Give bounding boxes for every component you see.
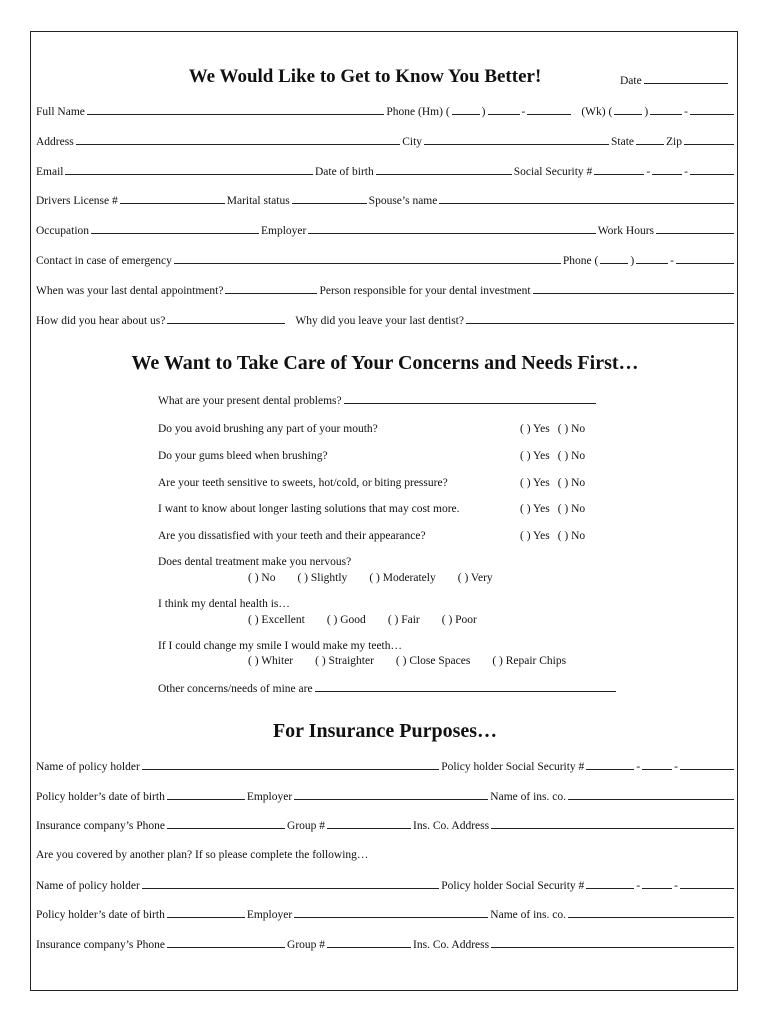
row-ins-phone[interactable]: Insurance company’s Phone Group # Ins. Co. Address [36,815,736,835]
concerns-title: We Want to Take Care of Your Concerns and Needs First… [131,352,639,374]
row-present-problems[interactable]: What are your present dental problems? [158,390,598,410]
date-field[interactable] [620,70,730,90]
smile-options[interactable]: ( ) Whiter ( ) Straighter ( ) Close Spaces ( ) Repair Chips [248,655,567,667]
date-label: Date [620,75,642,87]
other-plan-note: Are you covered by another plan? If so please complete the following… [36,849,369,861]
yes-no-1[interactable]: ( ) Yes ( ) No [520,423,586,435]
yes-no-2[interactable]: ( ) Yes ( ) No [520,450,586,462]
row-last-visit[interactable]: When was your last dental appointment? Person responsible for your dental investment [36,280,736,300]
question-2: Do your gums bleed when brushing? [158,450,328,462]
form-title: We Would Like to Get to Know You Better! [188,66,542,87]
question-1: Do you avoid brushing any part of your mouth? [158,423,378,435]
yes-no-3[interactable]: ( ) Yes ( ) No [520,477,586,489]
question-4: I want to know about longer lasting solutions that may cost more. [158,503,460,515]
row-full-name[interactable]: Full Name Phone (Hm) ( ) - (Wk) ( ) - [36,101,736,121]
yes-no-5[interactable]: ( ) Yes ( ) No [520,530,586,542]
row-heard[interactable]: How did you hear about us? Why did you leave your last dentist? [36,310,736,330]
row-emergency[interactable]: Contact in case of emergency Phone ( ) - [36,250,736,270]
smile-question: If I could change my smile I would make my teeth… [158,640,402,652]
row-occupation[interactable]: Occupation Employer Work Hours [36,220,736,240]
health-question: I think my dental health is… [158,598,290,610]
question-3: Are your teeth sensitive to sweets, hot/cold, or biting pressure? [158,477,448,489]
row-policy-holder-2[interactable]: Name of policy holder Policy holder Social Security # - - [36,875,736,895]
row-other-concerns[interactable]: Other concerns/needs of mine are [158,678,618,698]
nervous-options[interactable]: ( ) No ( ) Slightly ( ) Moderately ( ) Very [248,572,493,584]
row-holder-dob-2[interactable]: Policy holder’s date of birth Employer Name of ins. co. [36,904,736,924]
row-holder-dob[interactable]: Policy holder’s date of birth Employer Name of ins. co. [36,786,736,806]
question-5: Are you dissatisfied with your teeth and their appearance? [158,530,426,542]
nervous-question: Does dental treatment make you nervous? [158,556,352,568]
insurance-title: For Insurance Purposes… [272,720,498,742]
row-email[interactable]: Email Date of birth Social Security # - - [36,161,736,181]
row-license[interactable]: Drivers License # Marital status Spouse’s name [36,190,736,210]
row-address[interactable]: Address City State Zip [36,131,736,151]
yes-no-4[interactable]: ( ) Yes ( ) No [520,503,586,515]
row-ins-phone-2[interactable]: Insurance company’s Phone Group # Ins. Co. Address [36,934,736,954]
health-options[interactable]: ( ) Excellent ( ) Good ( ) Fair ( ) Poor [248,614,477,626]
row-policy-holder[interactable]: Name of policy holder Policy holder Social Security # - - [36,756,736,776]
